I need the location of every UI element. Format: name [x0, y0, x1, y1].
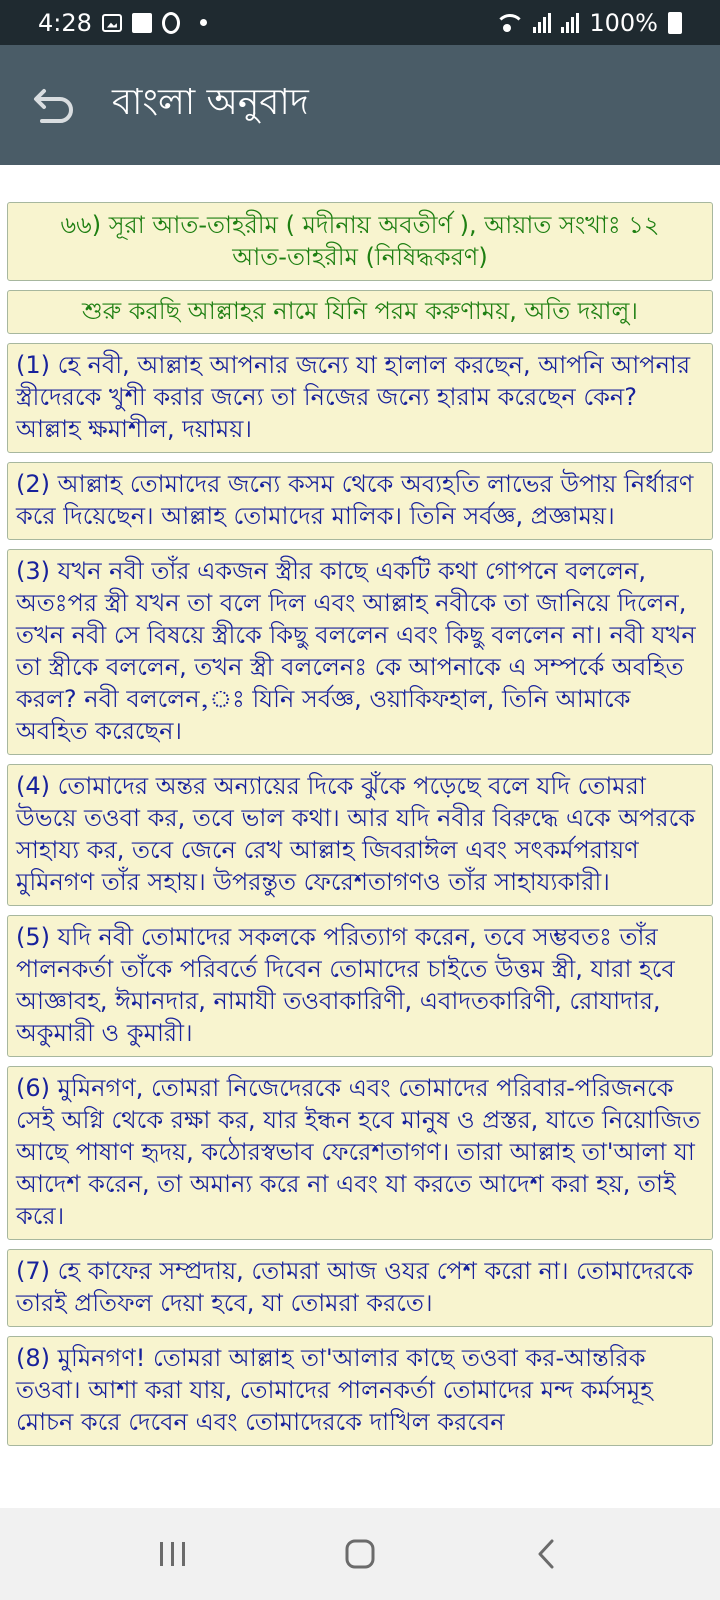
surah-header-card [7, 202, 713, 281]
back-arrow-icon[interactable] [30, 81, 78, 129]
verse-item-1[interactable]: (1) হে নবী, আল্লাহ আপনার জন্যে যা হালাল করছেন, আপনি আপনার স্ত্রীদেরকে খুশী করার জন্যে তা নিজের জন্যে হারাম করেছেন কেন? আল্লাহ ক্ষমাশীল, দয়াময়। [7, 343, 713, 453]
verse-item-8[interactable]: (8) মুমিনগণ! তোমরা আল্লাহ তা'আলার কাছে তওবা কর-আন্তরিক তওবা। আশা করা যায়, তোমাদের পালনকর্তা তোমাদের মন্দ কর্মসমূহ মোচন করে দেবেন এবং তোমাদেরকে দাখিল করবেন [7, 1336, 713, 1446]
recent-apps-icon[interactable] [143, 1524, 203, 1584]
signal-icon [533, 13, 551, 33]
app-bar [0, 45, 720, 165]
verse-item-5[interactable]: (5) যদি নবী তোমাদের সকলকে পরিত্যাগ করেন, তবে সম্ভবতঃ তাঁর পালনকর্তা তাঁকে পরিবর্তে দিবেন তোমাদের চাইতে উত্তম স্ত্রী, যারা হবে আজ্ঞাবহ, ঈমানদার, নামাযী তওবাকারিণী, এবাদতকারিণী, রোযাদার, অকুমারী ও কুমারী। [7, 915, 713, 1057]
status-time: 4:28 [38, 8, 92, 37]
wifi-icon [493, 12, 523, 34]
image-notification-icon [102, 14, 122, 32]
app-notification-icon [132, 13, 152, 33]
bismillah-card: শুরু করছি আল্লাহর নামে যিনি পরম করুণাময়, অতি দয়ালু। [7, 290, 713, 334]
surah-header-line2: আত-তাহরীম (নিষিদ্ধকরণ) [232, 243, 488, 271]
ring-notification-icon [162, 12, 180, 34]
more-notifications-dot-icon [200, 19, 207, 26]
verse-item-6[interactable]: (6) মুমিনগণ, তোমরা নিজেদেরকে এবং তোমাদের পরিবার-পরিজনকে সেই অগ্নি থেকে রক্ষা কর, যার ইন্ধন হবে মানুষ ও প্রস্তর, যাতে নিয়োজিত আছে পাষাণ হৃদয়, কঠোরস্বভাব ফেরেশতাগণ। তারা আল্লাহ তা'আলা যা আদেশ করেন, তা অমান্য করে না এবং যা করতে আদেশ করা হয়, তাই করে। [7, 1066, 713, 1240]
battery-percent: 100% [589, 8, 658, 37]
verse-item-3[interactable]: (3) যখন নবী তাঁর একজন স্ত্রীর কাছে একটি কথা গোপনে বললেন, অতঃপর স্ত্রী যখন তা বলে দিল এবং আল্লাহ নবীকে তা জানিয়ে দিলেন, তখন নবী সে বিষয়ে স্ত্রীকে কিছু বললেন এবং কিছু বললেন না। নবী যখন তা স্ত্রীকে বললেন, তখন স্ত্রী বললেনঃ কে আপনাকে এ সম্পর্কে অবহিত করল? নবী বললেন,ঃ যিনি সর্বজ্ঞ, ওয়াকিফহাল, তিনি আমাকে অবহিত করেছেন। [7, 549, 713, 755]
verse-item-4[interactable]: (4) তোমাদের অন্তর অন্যায়ের দিকে ঝুঁকে পড়েছে বলে যদি তোমরা উভয়ে তওবা কর, তবে ভাল কথা। আর যদি নবীর বিরুদ্ধে একে অপরকে সাহায্য কর, তবে জেনে রেখ আল্লাহ জিবরাঈল এবং সৎকর্মপরায়ণ মুমিনগণ তাঁর সহায়। উপরন্তুত ফেরেশতাগণও তাঁর সাহায্যকারী। [7, 764, 713, 906]
verse-list[interactable] [0, 165, 720, 1508]
back-icon[interactable] [517, 1524, 577, 1584]
home-icon[interactable] [330, 1524, 390, 1584]
page-title: বাংলা অনুবাদ [112, 82, 309, 123]
status-bar [0, 0, 720, 45]
signal-icon-2 [561, 13, 579, 33]
verse-item-2[interactable]: (2) আল্লাহ তোমাদের জন্যে কসম থেকে অব্যহতি লাভের উপায় নির্ধারণ করে দিয়েছেন। আল্লাহ তোমাদের মালিক। তিনি সর্বজ্ঞ, প্রজ্ঞাময়। [7, 462, 713, 540]
surah-header-line1: ৬৬) সূরা আত-তাহরীম ( মদীনায় অবতীর্ণ ), আয়াত সংখাঃ ১২ [60, 211, 660, 239]
verse-item-7[interactable]: (7) হে কাফের সম্প্রদায়, তোমরা আজ ওযর পেশ করো না। তোমাদেরকে তারই প্রতিফল দেয়া হবে, যা তোমরা করতে। [7, 1249, 713, 1327]
system-nav-bar [0, 1508, 720, 1600]
battery-icon [668, 12, 682, 34]
